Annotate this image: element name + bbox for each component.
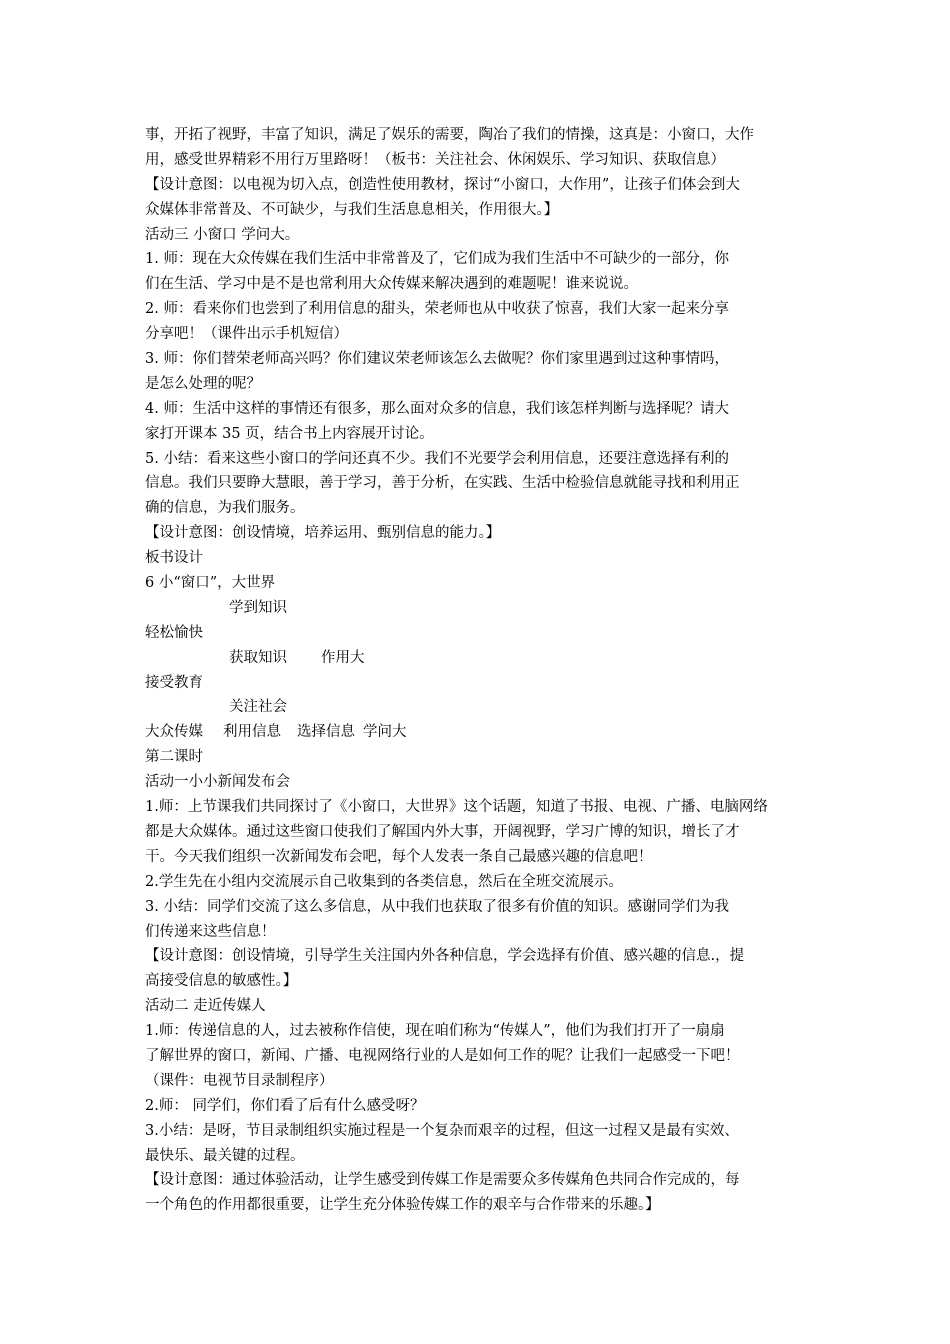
board-item: 大众传媒 (145, 724, 203, 741)
design-intent-line: 【设计意图：创设情境，引导学生关注国内外各种信息，学会选择有价值、感兴趣的信息.，提 (145, 948, 745, 965)
board-title: 6 小“窗口”，大世界 (145, 575, 276, 592)
activity-heading: 活动二 走近传媒人 (145, 998, 266, 1015)
board-item: 作用大 (321, 649, 365, 666)
board-item: 选择信息 (297, 724, 355, 741)
board-row-media (145, 720, 813, 745)
design-intent-line: 众媒体非常普及、不可缺少，与我们生活息息相关，作用很大。】 (145, 201, 559, 218)
text-line: 分享吧！（课件出示手机短信） (145, 326, 348, 343)
board-item: 接受教育 (145, 674, 203, 691)
design-intent-line: 【设计意图：以电视为切入点，创造性使用教材，探讨“小窗口，大作用”，让孩子们体会到大 (145, 176, 740, 193)
text-line: 是怎么处理的呢？ (145, 375, 261, 392)
board-row-edu (145, 671, 813, 696)
board-row-society (145, 695, 813, 720)
design-intent-line: 【设计意图：创设情境，培养运用、甄别信息的能力。】 (145, 525, 501, 542)
text-line: 最快乐、最关键的过程。 (145, 1147, 305, 1164)
text-line: 用，感受世界精彩不用行万里路呀！（板书：关注社会、休闲娱乐、学习知识、获取信息） (145, 151, 725, 168)
text-line: 们在生活、学习中是不是也常利用大众传媒来解决遇到的难题呢！谁来说说。 (145, 276, 638, 293)
text-line: 3. 小结：同学们交流了这么多信息，从中我们也获取了很多有价值的知识。感谢同学们为我 (145, 898, 729, 915)
activity-heading: 活动三 小窗口 学问大。 (145, 226, 300, 243)
board-item: 获取知识 (229, 649, 287, 666)
text-line: 1. 师：现在大众传媒在我们生活中非常普及了，它们成为我们生活中不可缺少的一部分，你 (145, 251, 729, 268)
text-line: 家打开课本 35 页，结合书上内容展开讨论。 (145, 425, 434, 442)
text-line: 1.师：上节课我们共同探讨了《小窗口，大世界》这个话题，知道了书报、电视、广播、电脑网络 (145, 799, 768, 816)
text-line: 3.小结：是呀，节目录制组织实施过程是一个复杂而艰辛的过程，但这一过程又是最有实效、 (145, 1122, 739, 1139)
text-line: 们传递来这些信息！ (145, 923, 276, 940)
text-line: 事，开拓了视野，丰富了知识，满足了娱乐的需要，陶冶了我们的情操，这真是：小窗口，大作 (145, 127, 754, 143)
board-row-learn (145, 596, 813, 621)
text-line: 确的信息，为我们服务。 (145, 500, 305, 517)
text-line: 4. 师：生活中这样的事情还有很多，那么面对众多的信息，我们该怎样判断与选择呢？请大 (145, 400, 729, 417)
board-row-obtain (145, 646, 813, 671)
lesson-heading: 第二课时 (145, 749, 203, 766)
board-item: 学到知识 (229, 599, 287, 616)
board-item: 学问大 (363, 724, 407, 741)
text-line: 信息。我们只要睁大慧眼，善于学习，善于分析，在实践、生活中检验信息就能寻找和利用正 (145, 475, 740, 492)
text-line: 干。今天我们组织一次新闻发布会吧，每个人发表一条自己最感兴趣的信息吧！ (145, 848, 653, 865)
board-item: 轻松愉快 (145, 624, 203, 641)
text-line: 2.学生先在小组内交流展示自己收集到的各类信息，然后在全班交流展示。 (145, 873, 623, 890)
text-line: 2. 师：看来你们也尝到了利用信息的甜头，荣老师也从中收获了惊喜，我们大家一起来分享 (145, 301, 729, 318)
text-line: 了解世界的窗口，新闻、广播、电视网络行业的人是如何工作的呢？让我们一起感受一下吧！ (145, 1047, 740, 1064)
design-intent-line: 高接受信息的敏感性。】 (145, 973, 298, 990)
board-row-relax (145, 621, 813, 646)
text-line: 2.师： 同学们，你们看了后有什么感受呀？ (145, 1097, 425, 1114)
text-line: 3. 师：你们替荣老师高兴吗？你们建议荣老师该怎么去做呢？你们家里遇到过这种事情吗， (145, 351, 729, 368)
text-line: （课件：电视节目录制程序） (145, 1072, 334, 1089)
board-design-heading: 板书设计 (145, 550, 203, 567)
board-item: 利用信息 (223, 724, 281, 741)
design-intent-line: 【设计意图：通过体验活动，让学生感受到传媒工作是需要众多传媒角色共同合作完成的，每 (145, 1172, 740, 1189)
design-intent-line: 一个角色的作用都很重要，让学生充分体验传媒工作的艰辛与合作带来的乐趣。】 (145, 1197, 660, 1214)
document-body (145, 123, 813, 1218)
text-line: 都是大众媒体。通过这些窗口使我们了解国内外大事，开阔视野，学习广博的知识，增长了才 (145, 823, 740, 840)
board-item: 关注社会 (229, 699, 287, 716)
activity-heading: 活动一小小新闻发布会 (145, 774, 290, 791)
text-line: 1.师：传递信息的人，过去被称作信使，现在咱们称为“传媒人”，他们为我们打开了一扇扇 (145, 1023, 725, 1040)
text-line: 5. 小结：看来这些小窗口的学问还真不少。我们不光要学会利用信息，还要注意选择有利的 (145, 450, 729, 467)
